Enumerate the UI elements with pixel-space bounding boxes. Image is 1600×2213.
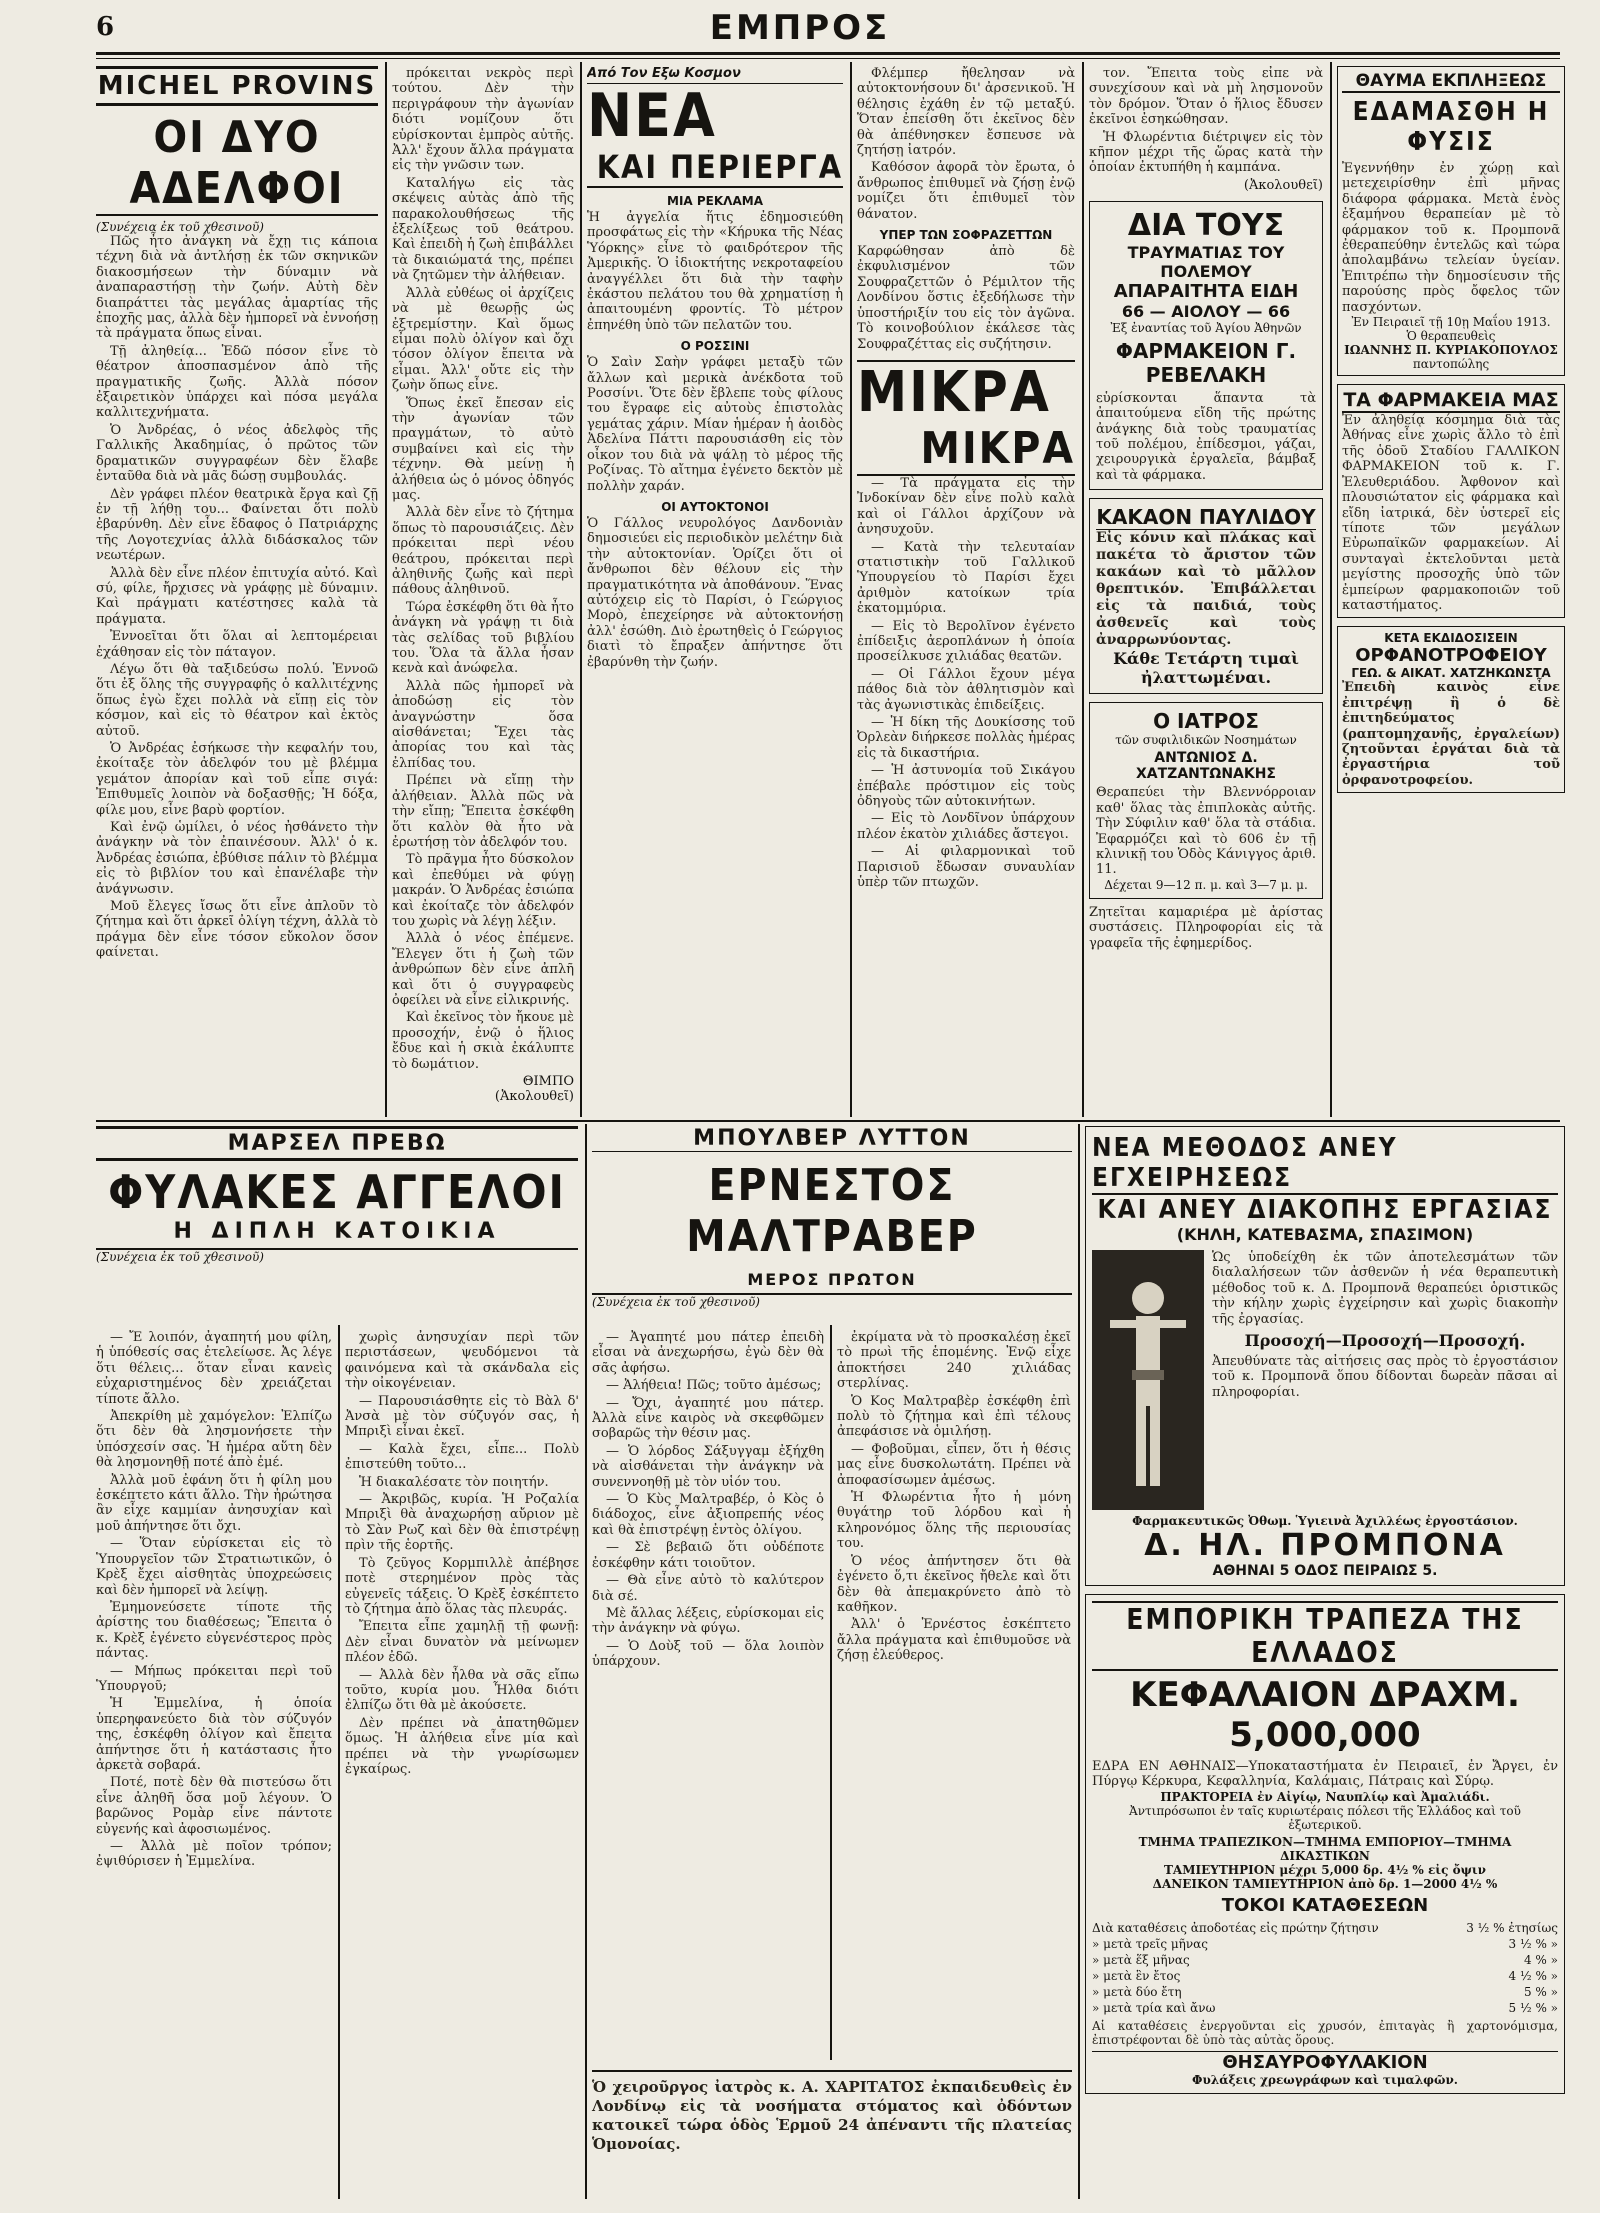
paragraph: Τώρα ἐσκέφθη ὅτι θὰ ἦτο ἀνάγκη νὰ γράψῃ τι διὰ τὰς σελίδας τοῦ βιβλίου του. Ὅλα τὰ ἄλλα ἦσαν κενὰ καὶ ἀνώφελα. [392, 599, 574, 677]
ad-line: 66 — ΑΙΟΛΟΥ — 66 [1121, 301, 1291, 321]
section-title-curious: ΚΑΙ ΠΕΡΙΕΡΓΑ [587, 148, 843, 188]
paragraph: — Φοβοῦμαι, εἶπεν, ὅτι ἡ θέσις μας εἶνε δυσκολωτάτη. Πρέπει νὰ ἀποφασίσωμεν ἀμέσως. [837, 1441, 1071, 1488]
ad-line: ΑΠΑΡΑΙΤΗΤΑ ΕΙΔΗ [1113, 280, 1299, 302]
illustration-figure [1092, 1250, 1204, 1510]
paragraph: πρόκειται νεκρὸς περὶ τούτου. Δὲν τὴν περιγράφουν τὴν ἀγωνίαν διότι νομίζουν ὅτι εὑρίσκονται ἐμπρὸς αὐτῆς. Ἀλλ' ἔχουν ἄλλα πράγματα εἰς τὴν γνῶσιν των. [392, 66, 574, 174]
author-name: ΜΑΡΣΕΛ ΠΡΕΒΩ [96, 1126, 578, 1161]
paragraph: — Ἀλλὰ μὲ ποῖον τρόπον; ἐψιθύρισεν ἡ Ἐμμελίνα. [96, 1839, 332, 1870]
testimonial-date: Ἐν Πειραιεῖ τῇ 10ῃ Μαΐου 1913. [1351, 315, 1551, 330]
rate-label: » μετὰ δύο ἔτη [1092, 1984, 1182, 1999]
ad-body: Ἐπειδὴ καινὸς εἶνε ἐπιτρέψῃ ἢ ὁ δὲ ἐπιτηδεύματος (ραπτομηχανῆς, ἐργαλείων) ζητοῦνται ἐργάται διὰ τὰ ἐργαστήρια τοῦ ὀρφανοτροφείου. [1342, 680, 1560, 788]
ad-title: ΘΑΥΜΑ ΕΚΠΛΗΞΕΩΣ [1342, 71, 1560, 93]
rate-value: 4 ½ % » [1508, 1968, 1558, 1983]
ad-headline: ΕΔΑΜΑΣΘΗ Η ΦΥΣΙΣ [1352, 97, 1550, 157]
paragraph: — Μήπως πρόκειται περὶ τοῦ Ὑπουργοῦ; [96, 1663, 332, 1694]
ad-body: Ἐγεννήθην ἐν χώρῃ καὶ μετεχειρίσθην ἐπὶ μῆνας διάφορα φάρμακα. Μετὰ ἐνὸς ἑξαμήνου θεραπείαν μὲ τὸ φάρμακον τοῦ κ. Προμπονᾶ ἐθεραπεύθην ἐντελῶς καὶ τώρα ἀπολαμβάνω τελείαν ὑγείαν. Ἐπιτρέπω τὴν δημοσίευσιν τῆς παρούσης πρὸς ὄφελος τῶν πασχόντων. [1342, 161, 1560, 315]
rate-value: 5 % » [1523, 1984, 1558, 1999]
paragraph: — Ὄχι, ἀγαπητέ μου πάτερ. Ἀλλὰ εἶνε καιρὸς νὰ σκεφθῶμεν σοβαρῶς τὴν θέσιν μας. [592, 1395, 824, 1442]
rate-row [1092, 1968, 1558, 1984]
paragraph: τον. Ἔπειτα τοὺς εἶπε νὰ συνεχίσουν καὶ νὰ μὴ λησμονοῦν τὸν δρόμον. Ὅταν ὁ ἥλιος ἔδυσεν ἐκεῖνοι ἐσηκώθησαν. [1089, 66, 1323, 128]
ad-title-3: (ΚΗΛΗ, ΚΑΤΕΒΑΣΜΑ, ΣΠΑΣΙΜΟΝ) [1176, 1225, 1474, 1244]
paragraph: Φλέμπερ ἤθελησαν νὰ αὐτοκτονήσουν δι' ἀρσενικοῦ. Ἡ θέλησις ἐχάθη ἐν τῷ μεταξύ. Ὅταν ἐπείσθη ὅτι ἐκεῖνος δὲν θὰ ἀπέθνησκεν ἔσπευσε νὰ ζητήσῃ ἰατρόν. [857, 66, 1075, 159]
paragraph: Ἐννοεῖται ὅτι ὅλαι αἱ λεπτομέρειαι ἐχάθησαν εἰς τὸν πάταγον. [96, 629, 378, 660]
section-title-small-2: ΜΙΚΡΑ [857, 424, 1075, 476]
ad-body: εὑρίσκονται ἅπαντα τὰ ἀπαιτούμενα εἴδη τῆς πρώτης ἀνάγκης διὰ τοὺς τραυματίας τοῦ πολέμου, ἐπίδεσμοι, γάζαι, χειρουργικὰ ἐργαλεῖα, βάμβαξ καὶ τὰ φάρμακα. [1096, 390, 1316, 483]
author-name: MICHEL PROVINS [96, 66, 378, 106]
item-headline: ΟΙ ΑΥΤΟΚΤΟΝΟΙ [661, 499, 769, 514]
section-title-new: ΝΕΑ [587, 81, 717, 151]
paragraph: — Σὲ βεβαιῶ ὅτι οὐδέποτε ἐσκέφθην κάτι τοιοῦτον. [592, 1540, 824, 1571]
paragraph: Τὸ πρᾶγμα ἦτο δύσκολον καὶ ἐπεθύμει νὰ φύγῃ μακράν. Ὁ Ἀνδρέας ἐσιώπα καὶ ἐκοίταζε τὸν ἀδελφόν του χωρὶς νὰ λέγῃ λέξιν. [392, 852, 574, 929]
serial-body-a [592, 1330, 824, 2060]
advertiser-address: ΑΘΗΝΑΙ 5 ΟΔΟΣ ΠΕΙΡΑΙΩΣ 5. [1212, 1563, 1438, 1579]
dentist-ad [592, 2070, 1072, 2198]
office-hours: Δέχεται 9—12 π. μ. καὶ 3—7 μ. μ. [1104, 877, 1308, 892]
paragraph: Ὅπως ἐκεῖ ἔπεσαν εἰς τὴν ἀγωνίαν τῶν πραγμάτων, τὸ αὐτὸ συμβαίνει καὶ εἰς τὴν τέχνην. Θὰ μείνῃ ἡ ἀλήθεια ὡς ὁ μόνος ὁδηγός μας. [392, 395, 574, 503]
paragraph: Καταλήγω εἰς τὰς σκέψεις αὐτὰς ἀπὸ τῆς παρακολουθήσεως τῆς ἐξελίξεως τοῦ θεάτρου. Καὶ ἐπειδὴ ἡ ζωὴ ἐπιβάλλει τὰ δικαιώματά της, πρέπει νὰ ζητῶμεν τὴν ἀλήθειαν. [392, 175, 574, 284]
article-body [837, 1330, 1071, 1664]
paragraph: — Αἱ φιλαρμονικαὶ τοῦ Παρισιοῦ ἔδωσαν συναυλίαν ὑπὲρ τῶν πτωχῶν. [857, 844, 1075, 891]
article-body [96, 1330, 332, 1870]
article-body [1089, 66, 1323, 176]
bank-savings: ΤΑΜΙΕΥΤΗΡΙΟΝ μέχρι 5,000 δρ. 4½ % εἰς ὄψιν [1163, 1862, 1487, 1877]
article-body [345, 1330, 579, 1777]
continuation-note: (Συνέχεια ἐκ τοῦ χθεσινοῦ) [96, 1250, 264, 1264]
paragraph: — Ἀκριβῶς, κυρία. Ἡ Ροζαλία Μπριξὶ θὰ ἀναχωρήσῃ αὔριον μὲ τὸ Σὰν Ρωζ καὶ δὲν θὰ ἐπιστρέψῃ πρὶν τῆς ἑορτῆς. [345, 1492, 579, 1554]
ad-title-2: ΚΑΙ ΑΝΕΥ ΔΙΑΚΟΠΗΣ ΕΡΓΑΣΙΑΣ [1097, 1195, 1553, 1225]
paragraph: Πρέπει νὰ εἴπῃ τὴν ἀλήθειαν. Ἀλλὰ πῶς νὰ τὴν εἴπῃ; Ἔπειτα ἐσκέφθη ὅτι καλὸν θὰ ἦτο νὰ ἐρωτήσῃ τὸν ἀδελφόν του. [392, 773, 574, 850]
ad-line: Ἐξ ἐναντίας τοῦ Ἀγίου Ἀθηνῶν [1110, 320, 1302, 335]
bottom-ads [1085, 1126, 1565, 2196]
page-number: 6 [96, 12, 115, 42]
paragraph: Ἀλλ' ὁ Ἐρνέστος ἐσκέπτετο ἄλλα πράγματα καὶ ἐπιθυμοῦσε νὰ ζήσῃ ἐλεύθερος. [837, 1617, 1071, 1664]
paragraph: — Ὁ λόρδος Σάξυγγαμ ἐξήχθη νὰ αἰσθάνεται τὴν ἀνάγκην νὰ συνεννοηθῇ μὲ τὸν υἱόν του. [592, 1443, 824, 1490]
author-name: ΜΠΟΥΛΒΕΡ ΛΥΤΤΟΝ [592, 1126, 1072, 1152]
paragraph: Ἀλλὰ δὲν εἶνε τὸ ζήτημα ὅπως τὸ παρουσιάζεις. Δὲν πρόκειται περὶ νέου θεάτρου, πρόκειται περὶ ἀληθινῆς ζωῆς καὶ περὶ πάθους ἀληθινοῦ. [392, 505, 574, 598]
ad-title: ΚΑΚΑΟΝ ΠΑΥΛΙΔΟΥ [1096, 505, 1316, 530]
advertiser-name: Δ. ΗΛ. ΠΡΟΜΠΟΝΑ [1144, 1528, 1506, 1563]
paragraph: — Εἰς τὸ Λονδῖνον ὑπάρχουν πλέον ἑκατὸν χιλιάδες ἄστεγοι. [857, 811, 1075, 842]
news-curiosities [587, 66, 843, 1111]
column-rule [1082, 62, 1084, 1117]
pharmacy-name: ΦΑΡΜΑΚΕΙΟΝ Γ. ΡΕΒΕΛΑΚΗ [1115, 338, 1297, 387]
rate-row [1092, 2000, 1558, 2016]
paragraph: Λέγω ὅτι θὰ ταξιδεύσω πολύ. Ἐννοῶ ὅτι ἐξ ὅλης τῆς συγγραφῆς ὁ καλλιτέχνης ὅπως ἐγὼ ἔχει πολλὰ νὰ εἴπῃ εἰς τὸν κόσμον, καὶ εἰς τὸ θέατρον καὶ ἐκτὸς αὐτοῦ. [96, 661, 378, 739]
item-body: Ὁ Σαὶν Σαὴν γράφει μεταξὺ τῶν ἄλλων καὶ μερικὰ ἀνέκδοτα τοῦ Ροσσίνι. Ὅτε δὲν ἔβλεπε τοὺς φίλους του ἔγραφε εἰς αὐτοὺς ἐπιστολὰς γεμάτας χάριν. Μίαν ἡμέραν ἡ ἀοιδὸς Ἀδελίνα Πάττι παρουσιάσθη εἰς τὸν οἶκον του διὰ νὰ ψάλῃ τὸ μέρος τῆς Ροζίνας. Τὸ αἴτημα ἐγένετο δεκτὸν μὲ πολλὴν χαράν. [587, 355, 843, 494]
paragraph: Ἀπεκρίθη μὲ χαμόγελον: Ἐλπίζω ὅτι δὲν θὰ λησμονήσετε τὴν ὑπόσχεσίν σας. Ἡ ἡμέρα αὕτη δὲν θὰ λησμονηθῇ ποτέ ἀπὸ ἐμέ. [96, 1409, 332, 1471]
paragraph: Τῇ ἀληθείᾳ... Ἐδῶ πόσον εἶνε τὸ θέατρον ἀποσπασμένον ἀπὸ τῆς πραγματικῆς ζωῆς. Ἀλλὰ πόσον ἐξαιρετικὸν ὑπάρχει καὶ πόσα μεγάλα καλλιτεχνήματα. [96, 343, 378, 421]
rate-row [1092, 1984, 1558, 2000]
rate-row [1092, 1936, 1558, 1952]
ad-line: ΓΕΩ. & ΑΙΚΑΤ. ΧΑΤΖΗΚΩΝΣΤΑ [1351, 666, 1551, 681]
ad-notice: Προσοχή—Προσοχή—Προσοχή. [1244, 1331, 1526, 1351]
paragraph: — Ἔ λοιπόν, ἀγαπητή μου φίλη, ἡ ὑπόθεσίς σας ἐτελείωσε. Ἀς λέγε ὅτι θέλεις... ὅταν εἶναι κανεὶς εὐχαριστημένος δὲν χρειάζεται τίποτε ἄλλο. [96, 1330, 332, 1407]
article-body [592, 1330, 824, 1670]
rate-label: » μετὰ ἓν ἔτος [1092, 1968, 1181, 1983]
ad-line: ΤΡΑΥΜΑΤΙΑΣ ΤΟΥ ΠΟΛΕΜΟΥ [1127, 242, 1285, 281]
column-rule [850, 62, 852, 1117]
ad-footer: Κάθε Τετάρτη τιμαὶ ἠλαττωμέναι. [1113, 649, 1299, 688]
ad-subtitle: τῶν συφιλιδικῶν Νοσημάτων [1115, 733, 1297, 748]
paragraph: Ἀλλὰ δὲν εἶνε πλέον ἐπιτυχία αὐτό. Καὶ σύ, φίλε, ἤρχισες νὰ γράφῃς μὲ δύναμιν. Καὶ πράγματι κατέστησες καλὰ τὰ πράγματα. [96, 565, 378, 627]
pharmacies-ad [1337, 384, 1565, 618]
serial-maltravers-header [592, 1126, 1072, 1309]
pharmacy-ad [1089, 201, 1323, 490]
continuation-note: (Συνέχεια ἐκ τοῦ χθεσινοῦ) [592, 1295, 760, 1309]
ad-line: ΔΙΑ ΤΟΥΣ [1127, 207, 1285, 243]
column-rule [1330, 62, 1332, 1117]
section-title-small: ΜΙΚΡΑ [857, 360, 1075, 424]
rate-value: 4 % » [1523, 1952, 1558, 1967]
paragraph: Δὲν πρέπει νὰ ἀπατηθῶμεν ὅμως. Ἡ ἀλήθεια εἶνε μία καὶ πρέπει νὰ τὴν γνωρίσωμεν ἐγκαίρως. [345, 1715, 579, 1777]
paragraph: Ὁ νέος ἀπήντησεν ὅτι θὰ ἐγένετο ὅ,τι ἐκεῖνος ἤθελε καὶ ὅτι δὲν θὰ ἀπεμακρύνετο ἀπὸ τὸ καθῆκον. [837, 1553, 1071, 1615]
paragraph: Ὁ Ἀνδρέας ἐσήκωσε τὴν κεφαλήν του, ἐκοίταξε τὸν ἀδελφόν του μὲ βλέμμα γεμάτον ἀπορίαν καὶ τοῦ εἶπε σιγά: Ἐπιθυμεῖς λοιπὸν νὰ δοξασθῇς; Ἡ δόξα, φίλε μου, εἶνε βαρὺ φορτίον. [96, 741, 378, 818]
paragraph: Ὁ Κος Μαλτραβὲρ ἐσκέφθη ἐπὶ πολὺ τὸ ζήτημα καὶ ἐπὶ τέλους ἀπεφάσισε νὰ ὁμιλήσῃ. [837, 1393, 1071, 1440]
paragraph: — Ὁ Κὺς Μαλτραβέρ, ὁ Κὸς ὁ διάδοχος, εἶνε ἀξιοπρεπής νέος καὶ θὰ ἐπιστρέψῃ ἐντὸς ὀλίγου. [592, 1492, 824, 1538]
paragraph: Καὶ ἐκεῖνος τὸν ἤκουε μὲ προσοχήν, ἐνῷ ὁ ἥλιος ἔδυε καὶ ἡ σκιὰ ἐκάλυπτε τὸ δωμάτιον. [392, 1010, 574, 1072]
orphanage-ad [1337, 626, 1565, 793]
bank-departments: ΤΜΗΜΑ ΤΡΑΠΕΖΙΚΟΝ—ΤΜΗΜΑ ΕΜΠΟΡΙΟΥ—ΤΜΗΜΑ ΔΙΚΑΣΤΙΚΩΝ [1138, 1834, 1512, 1863]
serial-body-b [837, 1330, 1071, 2060]
ad-body: Ἐν ἀληθείᾳ κόσμημα διὰ τὰς Ἀθήνας εἶνε χωρὶς ἄλλο τὸ ἐπὶ τῆς ὁδοῦ Σταδίου ΓΑΛΛΙΚΟΝ ΦΑΡΜΑΚΕΙΟΝ τοῦ κ. Γ. Ἐλευθεριάδου. Ἀφθονον καὶ πλουσιώτατον εἰς φάρμακα καὶ εἴδη ἰατρικά, δὲν ὑστερεῖ εἰς τίποτε τῶν μεγάλων Εὐρωπαϊκῶν φαρμακείων. Αἱ συνταγαὶ ἐκτελοῦνται μετὰ μεγίστης προσοχῆς ὑπὸ τῶν ἐμπείρων φαρμακοποιῶν τοῦ καταστήματος. [1342, 413, 1560, 613]
ad-body: Εἰς κόνιν καὶ πλάκας καὶ πακέτα τὸ ἄριστον τῶν κακάων καὶ τὸ μᾶλλον θρεπτικόν. Ἐπιβάλλεται εἰς τὰ παιδιά, τοὺς ἀσθενεῖς καὶ τοὺς ἀναρρωνύοντας. [1096, 530, 1316, 649]
paragraph: Ἀλλὰ εὐθέως οἱ ἀρχίζεις νὰ μὲ θεωρῇς ὡς ἐξτρεμίστην. Καὶ ὅμως εἶμαι πολὺ ὀλίγον καὶ ὄχι τόσον ὀλίγον ἔπειτα νὰ εἶμαι. Ἀλλ' οὔτε εἰς τὴν ζωὴν ὅπως εἶνε. [392, 285, 574, 394]
rates-title: ΤΟΚΟΙ ΚΑΤΑΘΕΣΕΩΝ [1221, 1894, 1429, 1916]
hernia-treatment-ad [1085, 1126, 1565, 1586]
paragraph: Καὶ ἐνῷ ὡμίλει, ὁ νέος ἠσθάνετο τὴν ἀνάγκην νὰ τὸν ἐπαινέσουν. Ἀλλ' ὁ κ. Ἀνδρέας ἐσιώπα, ἐβύθισε πάλιν τὸ βλέμμα εἰς τὸ βιβλίον του καὶ ἐπανέλαβε τὴν ἀνάγνωσιν. [96, 820, 378, 897]
paragraph: — Ὁ Δοὺξ τοῦ — ὅλα λοιπὸν ὑπάρχουν. [592, 1638, 824, 1670]
continuation-note: (Συνέχεια ἐκ τοῦ χθεσινοῦ) [96, 220, 264, 234]
paragraph: Δὲν γράφει πλέον θεατρικὰ ἔργα καὶ ζῇ ἐν τῇ λήθῃ του... Φαίνεται ὅτι πολὺ ἐβαρύνθη. Δὲν εἶνε ἔδαφος ὁ Πατριάρχης τῆς Λογοτεχνίας ἀλλὰ διδάσκαλος τῶν νεωτέρων. [96, 486, 378, 564]
bank-agencies: ΠΡΑΚΤΟΡΕΙΑ ἐν Αἰγίῳ, Ναυπλίῳ καὶ Ἀμαλιάδι. [1160, 1789, 1490, 1804]
paragraph: — Κατὰ τὴν τελευταίαν στατιστικὴν τοῦ Γαλλικοῦ Ὑπουργείου τὸ Παρίσι ἔχει ἀριθμὸν κατοίκων τρία ἑκατομμύρια. [857, 539, 1075, 617]
paragraph: Πῶς ἦτο ἀνάγκη νὰ ἔχῃ τις κάποια τέχνη διὰ νὰ ἀντλήσῃ ἐκ τῶν σκηνικῶν διακοσμήσεων τὴν δύναμιν νὰ ἀναπαραστήσῃ τὴν ζωήν. Αὐτὴ δὲν διαπράττει τὰς μεγάλας ἀμαρτίας τῆς ἐποχῆς μας, ἀλλὰ δὲν ἠμπορεῖ νὰ ἐννοήσῃ τὰ πράγματα ὅπως εἶναι. [96, 234, 378, 342]
bank-loans: ΔΑΝΕΙΚΟΝ ΤΑΜΙΕΥΤΗΡΙΟΝ ἀπὸ δρ. 1—2000 4½ % [1152, 1876, 1498, 1891]
serial-continuation [392, 66, 574, 1111]
article-body [857, 66, 1075, 222]
paper-name: ΕΜΠΡΟΣ [709, 8, 891, 48]
column-rule [385, 62, 387, 1117]
bank-note: Αἱ καταθέσεις ἐνεργοῦνται εἰς χρυσόν, ἐπιταγὰς ἢ χαρτονόμισμα, ἐπιστρέφονται δὲ ὑπὸ τὰς αὐτὰς ὅρους. [1092, 2018, 1558, 2047]
doctor-ad [1089, 702, 1323, 898]
item-headline: ΥΠΕΡ ΤΩΝ ΣΟΦΡΑΖΕΤΤΩΝ [879, 228, 1053, 243]
paragraph: — Θὰ εἶνε αὐτὸ τὸ καλύτερον διὰ σέ. [592, 1573, 824, 1604]
column-rule [830, 1325, 832, 2060]
brief-items [857, 476, 1075, 891]
paragraph: Ἐμημονεύσετε τίποτε τῆς ἀρίστης του διαθέσεως; Ἔπειτα ὁ κ. Κρὲξ ἐγένετο εὐγενέστερος πρὸς πάντας. [96, 1599, 332, 1662]
paragraph: — Ἀλλὰ δὲν ἦλθα νὰ σᾶς εἴπω τοῦτο, κυρία μου. Ἦλθα διότι ἐλπίζω ὅτι θὰ μὲ ἀκούσετε. [345, 1667, 579, 1714]
serial-guardian-angels-header [96, 1126, 578, 1264]
column-rule [585, 1124, 587, 2199]
paragraph: Ποτέ, ποτὲ δὲν θὰ πιστεύσω ὅτι εἶνε ἀληθῆ ὅσα μοῦ λέγουν. Ὁ βαρῶνος Ρομὰρ εἶνε πάντοτε εὐγενής καὶ ἀφοσιωμένος. [96, 1775, 332, 1837]
rate-row [1092, 1952, 1558, 1968]
bank-capital: ΚΕΦΑΛΑΙΟΝ ΔΡΑΧΜ. 5,000,000 [1130, 1675, 1520, 1755]
rate-label: » μετὰ τρία καὶ ἄνω [1092, 2000, 1216, 2015]
serial-two-brothers [96, 66, 378, 1111]
ad-body: Ὁ χειροῦργος ἰατρὸς κ. Α. ΧΑΡΙΤΑΤΟΣ ἐκπαιδευθεὶς ἐν Λονδίνῳ εἰς τὰ νοσήματα στόματος καὶ ὀδόντων κατοικεῖ τώρα ὁδὸς Ἑρμοῦ 24 ἀπέναντι τῆς πλατείας Ὁμονοίας. [592, 2078, 1072, 2153]
article-body [392, 66, 574, 1072]
paragraph: Ἡ Φλωρέντια διέτριψεν εἰς τὸν κῆπον μέχρι τῆς ὥρας κατὰ τὴν ὁποίαν ἐκτυπήθη ἡ καμπάνα. [1089, 129, 1323, 176]
classified-ad: Ζητεῖται καμαριέρα μὲ ἀρίστας συστάσεις. Πληροφορίαι εἰς τὰ γραφεῖα τῆς ἐφημερίδος. [1089, 904, 1323, 951]
paragraph: — Εἰς τὸ Βερολῖνον ἐγένετο ἐπίδειξις ἀεροπλάνων ἡ ὁποία προσείλκυσε χιλιάδας θεατῶν. [857, 618, 1075, 665]
testimonial-name: ΙΩΑΝΝΗΣ Π. ΚΥΡΙΑΚΟΠΟΥΛΟΣ [1344, 343, 1558, 358]
doctor-name: ΑΝΤΩΝΙΟΣ Δ. ΧΑΤΖΑΝΤΩΝΑΚΗΣ [1135, 750, 1276, 783]
rate-label: » μετὰ τρεῖς μῆνας [1092, 1936, 1208, 1951]
continued-note: (Ἀκολουθεῖ) [1243, 177, 1323, 193]
ad-body: Θεραπεύει τὴν Βλεννόρροιαν καθ' ὅλας τὰς ἐπιπλοκὰς αὐτῆς. Τὴν Σύφιλιν καθ' ὅλα τὰ στάδια. Ἐφαρμόζει καὶ τὸ 606 ἐν τῇ κλινικῇ του Ὁδὸς Κάνιγγος ἀριθ. 11. [1096, 785, 1316, 878]
section-header: Από Τον Εξω Κοσμον [587, 66, 843, 84]
rate-label: » μετὰ ἕξ μῆνας [1092, 1952, 1190, 1967]
part-title: ΜΕΡΟΣ ΠΡΩΤΟΝ [592, 1270, 1072, 1295]
testimonial-role: Ὁ θεραπευθεὶς [1406, 329, 1496, 344]
section-divider [96, 1120, 1560, 1122]
item-headline: Ο ΡΟΣΣΙΝΙ [680, 339, 750, 354]
continued-note: (Ἀκολουθεῖ) [494, 1089, 574, 1104]
item-body: Ὁ Γάλλος νευρολόγος Δανδονιὰν δημοσιεύει εἰς περιοδικὸν μελέτην διὰ τὴν αὐτοκτονίαν. Ὁρίζει ὅτι οἱ ἄνθρωποι δὲν θέλουν εἰς τὴν πραγματικότητα νὰ ἀποθάνουν. Ἕνας αὐτόχειρ εἰς τὸ Παρίσι, ὁ Γεώργιος Μορὸ, ἐπεχείρησε νὰ αὐτοκτονήσῃ ἀλλ' ἐσώθη. Διὸ ἐρωτηθεὶς ὁ Γεώργιος διατὶ τὸ ἔπραξεν ἀπήντησε ὅτι ἐβαρύνθη τὴν ζωήν. [587, 515, 843, 670]
paragraph: — Ἡ ἀστυνομία τοῦ Σικάγου ἐπέβαλε πρόστιμον εἰς τοὺς ὀδηγοὺς τῶν αὐτοκινήτων. [857, 763, 1075, 810]
rates-table [1092, 1920, 1558, 2016]
paragraph: — Παρουσιάσθητε εἰς τὸ Βὰλ δ' Ἀνσὰ μὲ τὸν σύζυγόν σας, ἡ Μπριξὶ εἶναι ἐκεῖ. [345, 1393, 579, 1440]
paragraph: Ὁ Ἀνδρέας, ὁ νέος ἀδελφὸς τῆς Γαλλικῆς Ἀκαδημίας, ὁ πρῶτος τῶν δραματικῶν συγγραφέων δὲν ἔλαβε ἐνταῦθα διὰ νὰ μᾶς δώσῃ συμβουλάς. [96, 422, 378, 485]
serial-body-b [345, 1330, 579, 2195]
rate-value: 3 ½ % ἐτησίως [1466, 1920, 1558, 1935]
paragraph: χωρὶς ἀνησυχίαν περὶ τῶν περιστάσεων, ψευδόμενοι τὰ φαινόμενα καὶ τὰ σκάνδαλα εἰς τὴν οἰκογένειαν. [345, 1330, 579, 1392]
serial-subtitle: Η ΔΙΠΛΗ ΚΑΤΟΙΚΙΑ [96, 1219, 578, 1250]
paragraph: Ἡ Ἐμμελίνα, ἡ ὁποία ὑπερηφανεύετο διὰ τὸν σύζυγόν της, ἐσκέφθη ὀλίγον καὶ ἔπειτα ἀπήντησε ὅτι ἡ κατάστασις ἦτο ἀρκετὰ σοβαρά. [96, 1696, 332, 1773]
paragraph: — Τὰ πράγματα εἰς τὴν Ἰνδοκίναν δὲν εἶνε πολὺ καλὰ καὶ οἱ Γάλλοι ἀρχίζουν νὰ ἀνησυχοῦν. [857, 475, 1075, 538]
ads-column [1089, 66, 1323, 1111]
bank-branches: ΕΔΡΑ ΕΝ ΑΘΗΝΑΙΣ—Υποκαταστήματα ἐν Πειραιεῖ, ἐν Ἄργει, ἐν Πύργῳ Κέρκυρα, Κεφαλληνία, Καλάμαις, Πάτραις καὶ Σύρῳ. [1092, 1759, 1558, 1790]
ad-line: ΚΕΤΑ ΕΚΔΙΔΟΣΙΣΕΙΝ [1384, 631, 1518, 646]
paragraph: — Ἀλήθεια! Πῶς; τοῦτο ἀμέσως; [606, 1378, 822, 1394]
ad-title: ΤΑ ΦΑΡΜΑΚΕΙΑ ΜΑΣ [1343, 389, 1559, 412]
paragraph: Καθόσον ἀφορᾶ τὸν ἔρωτα, ὁ ἄνθρωπος ἐπιθυμεῖ νὰ ζήσῃ ἐνῷ νομίζει ὅτι ἐπιθυμεῖ τὸν θάνατον. [857, 160, 1075, 222]
ad-title: Ο ΙΑΤΡΟΣ [1153, 709, 1259, 734]
news-items [587, 194, 843, 670]
paragraph: Ἡ διακαλέσατε τὸν ποιητήν. [359, 1474, 549, 1490]
top-rule [96, 52, 1560, 55]
paragraph: Ἀλλὰ μοῦ ἐφάνη ὅτι ἡ φίλη μου ἐσκέπτετο κάτι ἄλλο. Τὴν ἠρώτησα ἂν εἶχε καμμίαν ἀνησυχίαν καὶ μοῦ ἀπήντησε ὅτι ὄχι. [96, 1472, 332, 1534]
column-rule [1078, 1124, 1080, 2199]
paragraph: Ἡ Φλωρέντια ἦτο ἡ μόνη θυγάτηρ τοῦ λόρδου καὶ ἡ κληρονόμος ὅλης τῆς περιουσίας του. [837, 1490, 1071, 1552]
paragraph: ἐκρίματα νὰ τὸ προσκαλέσῃ ἐκεῖ τὸ πρωὶ τῆς ἑπομένης. Ἐνῷ εἶχε ἀποκτήσει 240 χιλιάδας στερλίνας. [837, 1330, 1071, 1392]
paragraph: — Ἡ δίκη τῆς Δουκίσσης τοῦ Ὀρλεὰν διήρκεσε πολλὰς ἡμέρας εἰς τὰ δικαστήρια. [857, 715, 1075, 761]
serial-body-a [96, 1330, 332, 2195]
paragraph: — Καλὰ ἔχει, εἶπε... Πολὺ ἐπιστεύθη τοῦτο... [345, 1441, 579, 1473]
ad-title: ΝΕΑ ΜΕΘΟΔΟΣ ΑΝΕΥ ΕΓΧΕΙΡΗΣΕΩΣ [1092, 1133, 1558, 1195]
rate-label: Διὰ καταθέσεις ἀποδοτέας εἰς πρώτην ζήτησιν [1092, 1920, 1379, 1935]
paragraph: Ἔπειτα εἶπε χαμηλῇ τῇ φωνῇ: Δὲν εἶναι δυνατὸν νὰ μείνωμεν πλέον ἐδῶ. [345, 1619, 579, 1666]
figure-icon [1092, 1250, 1204, 1510]
paragraph: Μὲ ἄλλας λέξεις, εὑρίσκομαι εἰς τὴν ἀνάγκην νὰ φύγω. [592, 1605, 824, 1637]
top-rule-thin [96, 58, 1560, 59]
serial-title: ΕΡΝΕΣΤΟΣ ΜΑΛΤΡΑΒΕΡ [686, 1160, 978, 1262]
serial-title: ΦΥΛΑΚΕΣ ΑΓΓΕΛΟΙ [108, 1165, 566, 1219]
vault-body: Φυλάξεις χρεωγράφων καὶ τιμαλφῶν. [1192, 2072, 1458, 2087]
vault-title: ΘΗΣΑΥΡΟΦΥΛΑΚΙΟΝ [1092, 2051, 1558, 2073]
rate-value: 5 ½ % » [1508, 2000, 1558, 2015]
item-body: Ἡ ἀγγελία ἥτις ἐδημοσιεύθη προσφάτως εἰς τὴν «Κήρυκα τῆς Νέας Ὑόρκης» εἶνε τὸ φαιδρότερον τῆς Ἀμερικῆς. Ὁ ἰδιοκτήτης νεκροταφείου ἀναγγέλλει ὅτι διὰ τὴν ταφὴν ἐκάστου πελάτου του θὰ χρηματίσῃ ἡ ἀπαιτουμένη φροντίς. Τὸ μέτρον ἐπηνέθη ὑπὸ τῶν πελατῶν του. [587, 210, 843, 333]
paragraph: Ἀλλὰ ὁ νέος ἐπέμενε. Ἔλεγεν ὅτι ἡ ζωὴ τῶν ἀνθρώπων δὲν εἶνε ἀπλῆ καὶ ὅτι ὁ συγγραφεὺς ὀφείλει νὰ εἶνε εἰλικρινής. [392, 931, 574, 1008]
bank-representatives: Ἀντιπρόσωποι ἐν ταῖς κυριωτέραις πόλεσι τῆς Ἑλλάδος καὶ τοῦ ἐξωτερικοῦ. [1129, 1803, 1521, 1832]
rate-row [1092, 1920, 1558, 1936]
ad-body: Ἀπευθύνατε τὰς αἰτήσεις σας πρὸς τὸ ἐργοστάσιον τοῦ κ. Προμπονᾶ ὅπου δίδονται δωρεὰν πᾶσαι αἱ πληροφορίαι. [1212, 1354, 1558, 1400]
paragraph: — Οἱ Γάλλοι ἔχουν μέγα πάθος διὰ τὸν ἀθλητισμὸν καὶ τὰς ἀγωνιστικὰς ἐπιδείξεις. [857, 666, 1075, 713]
article-title: ΟΙ ΔΥΟ ΑΔΕΛΦΟΙ [96, 112, 378, 216]
item-headline: ΜΙΑ ΡΕΚΛΑΜΑ [667, 194, 763, 208]
cocoa-ad [1089, 498, 1323, 694]
testimonial-ad [1337, 66, 1565, 376]
bank-ad [1085, 1594, 1565, 2094]
column-rule [338, 1325, 340, 2199]
paragraph: — Ὅταν εὑρίσκεται εἰς τὸ Ὑπουργεῖον τῶν Στρατιωτικῶν, ὁ Κρὲξ ἔχει αἰσθητὰς ὑποχρεώσεις καὶ δὲν ἠμπορεῖ νὰ λείψῃ. [96, 1536, 332, 1598]
ad-title: ΟΡΦΑΝΟΤΡΟΦΕΙΟΥ [1355, 645, 1547, 667]
paragraph: Ἀλλὰ πῶς ἠμπορεῖ νὰ ἀποδώσῃ εἰς τὸν ἀναγνώστην ὅσα αἰσθάνεται; Ἔχει τὰς ἀπορίας του καὶ τὰς ἐλπίδας του. [392, 678, 574, 771]
rate-value: 3 ½ % » [1508, 1936, 1558, 1951]
paragraph: Τὸ ζεῦγος Κορμπιλλὲ ἀπέβησε ποτὲ στερημένον πρὸς τὰς εὐγενεῖς τάξεις. Ὁ Κρὲξ ἐσκέπτετο τὸ ζήτημα ἀπὸ ὅλας τὰς πλευράς. [345, 1555, 579, 1617]
bank-name: ΕΜΠΟΡΙΚΗ ΤΡΑΠΕΖΑ ΤΗΣ ΕΛΛΑΔΟΣ [1092, 1601, 1558, 1671]
testimonial-occupation: παντοπώλης [1412, 357, 1490, 372]
article-body [96, 234, 378, 961]
paragraph: — Ἀγαπητέ μου πάτερ ἐπειδὴ εἶσαι νὰ ἀνεχωρήσω, ἐγὼ δὲν θὰ σᾶς ἀφήσω. [592, 1330, 824, 1376]
ad-body: Ὡς ὑποδείχθη ἐκ τῶν ἀποτελεσμάτων τῶν διαλαλήσεων τῶν ἀσθενῶν ἡ νέα θεραπευτικὴ μέθοδος τοῦ κ. Δ. Προμπονᾶ θεραπεύει ὁριστικῶς τὴν κήλην χωρὶς ἐγχείρησιν καὶ χωρὶς διακοπὴν τῆς ἐργασίας. [1212, 1250, 1558, 1327]
ad-caption: Φαρμακευτικῶς Ὀθωμ. Ὑγιεινὰ Ἀχιλλέως ἐργοστάσιον. [1132, 1514, 1518, 1528]
small-news-column [857, 66, 1075, 1111]
ads-column-right [1337, 66, 1565, 1111]
column-rule [580, 62, 582, 1117]
item-body: Καρφώθησαν ἀπὸ δὲ ἐκφυλισμένον τῶν Σουφραζεττῶν ὁ Ρέμιλτον τῆς Λονδίνου ὅστις ἐξεδήλωσε τὴν ὑποστήριξίν του εἰς τὸν ἀγῶνα. Τὸ κοινοβούλιον ἐκάλεσε τὰς Σουφραζέττας εἰς συζήτησιν. [857, 244, 1075, 352]
signature: ΘΙΜΠΟ [522, 1074, 574, 1089]
paragraph: Μοῦ ἔλεγες ἴσως ὅτι εἶνε ἀπλοῦν τὸ ζήτημα καὶ ὅτι ἀρκεῖ ὀλίγη τέχνη, ἀλλὰ τὸ πράγμα δὲν εἶνε τόσον εὔκολον ὅσον φαίνεται. [96, 899, 378, 961]
